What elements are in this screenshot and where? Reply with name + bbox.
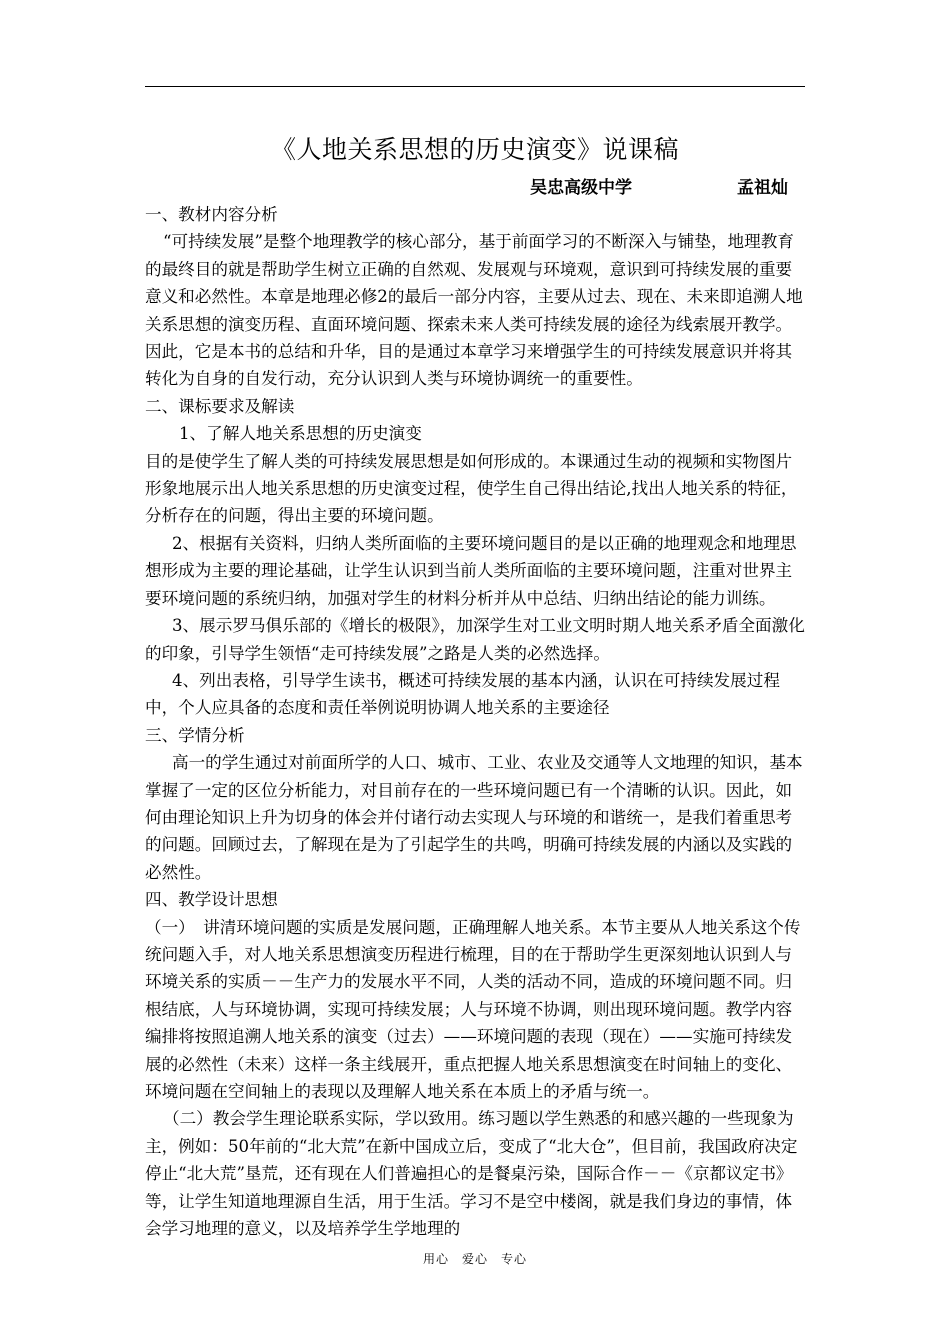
page-footer: 用心 爱心 专心 bbox=[422, 1252, 527, 1266]
document-title: 《人地关系思想的历史演变》说课稿 bbox=[270, 135, 679, 164]
paragraph: 目的是使学生了解人类的可持续发展思想是如何形成的。本课通过生动的视频和实物图片形象地展示出人地关系思想的历史演变过程，使学生自己得出结论,找出人地关系的特征，分析存在的问题，得出主要的环境问题。 bbox=[145, 451, 798, 526]
author-name: 孟祖灿 bbox=[737, 178, 788, 198]
section-heading-2: 二、课标要求及解读 bbox=[145, 396, 295, 416]
paragraph: “可持续发展”是整个地理教学的核心部分，基于前面学习的不断深入与铺垫，地理教育的最终目的就是帮助学生树立正确的自然观、发展观与环境观，意识到可持续发展的重要意义和必然性。本章是地理必修2的最后一部分内容，主要从过去、现在、未来即追溯人地关系思想的演变历程、直面环境问题、探索未来人类可持续发展的途径为线索展开教学。因此，它是本书的总结和升华，目的是通过本章学习来增强学生的可持续发展意识并将其转化为自身的自发行动，充分认识到人类与环境协调统一的重要性。 bbox=[145, 232, 803, 389]
section-heading-4: 四、教学设计思想 bbox=[145, 890, 278, 910]
paragraph: 2、根据有关资料，归纳人类所面临的主要环境问题目的是以正确的地理观念和地理思想形成为主要的理论基础，让学生认识到当前人类所面临的主要环境问题，注重对世界主要环境问题的系统归纳，加强对学生的材料分析并从中总结、归纳出结论的能力训练。 bbox=[145, 533, 797, 608]
paragraph: 4、列出表格，引导学生读书，概述可持续发展的基本内涵，认识在可持续发展过程中，个人应具备的态度和责任举例说明协调人地关系的主要途径 bbox=[145, 670, 780, 718]
paragraph: 高一的学生通过对前面所学的人口、城市、工业、农业及交通等人文地理的知识，基本掌握了一定的区位分析能力，对目前存在的一些环境问题已有一个清晰的认识。因此，如何由理论知识上升为切身的体会并付诸行动去实现人与环境的和谐统一，是我们着重思考的问题。回顾过去，了解现在是为了引起学生的共鸣，明确可持续发展的内涵以及实践的必然性。 bbox=[145, 753, 803, 882]
section-heading-1: 一、教材内容分析 bbox=[145, 205, 278, 224]
paragraph: 3、展示罗马俱乐部的《增长的极限》，加深学生对工业文明时期人地关系矛盾全面激化的印象，引导学生领悟“走可持续发展”之路是人类的必然选择。 bbox=[145, 616, 805, 663]
paragraph: （二）教会学生理论联系实际，学以致用。练习题以学生熟悉的和感兴趣的一些现象为主，例如：50年前的“北大荒”在新中国成立后，变成了“北大仓”，但目前，我国政府决定停止“北大荒”垦荒，还有现在人们普遍担心的是餐桌污染，国际合作－－《京都议定书》等，让学生知道地理源自生活，用于生活。学习不是空中楼阁，就是我们身边的事情，体会学习地理的意义，以及培养学生学地理的 bbox=[145, 1109, 798, 1239]
header-rule bbox=[145, 86, 805, 87]
document-body bbox=[145, 201, 807, 1242]
author-school: 吴忠高级中学 bbox=[530, 178, 632, 198]
subheading: 1、了解人地关系思想的历史演变 bbox=[179, 424, 422, 444]
section-heading-3: 三、学情分析 bbox=[145, 725, 245, 745]
paragraph: （一） 讲清环境问题的实质是发展问题，正确理解人地关系。本节主要从人地关系这个传统问题入手，对人地关系思想演变历程进行梳理，目的在于帮助学生更深刻地认识到人与环境关系的实质－－生产力的发展水平不同，人类的活动不同，造成的环境问题不同。归根结底，人与环境协调，实现可持续发展；人与环境不协调，则出现环境问题。教学内容编排将按照追溯人地关系的演变（过去）——环境问题的表现（现在）——实施可持续发展的必然性（未来）这样一条主线展开，重点把握人地关系思想演变在时间轴上的变化、环境问题在空间轴上的表现以及理解人地关系在本质上的矛盾与统一。 bbox=[145, 917, 801, 1101]
